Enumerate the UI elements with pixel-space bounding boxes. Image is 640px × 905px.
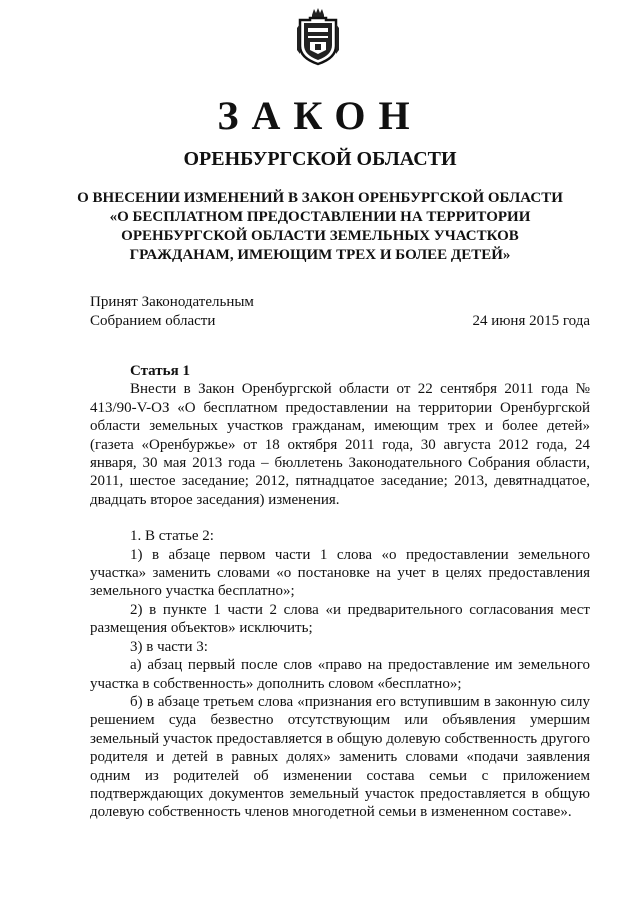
law-subject [60,189,580,265]
article-body [90,362,590,822]
law-subject-line: О ВНЕСЕНИИ ИЗМЕНЕНИЙ В ЗАКОН ОРЕНБУРГСКОЙ ОБЛАСТИ [77,190,563,206]
article-intro-paragraph: Внести в Закон Оренбургской области от 22 сентября 2011 года № 413/90-V-ОЗ «О бесплатном предоставлении на территории Оренбургской области земельных участков гражданам, имеющим трех и более детей» (газета «Оренбуржье» от 18 октября 2011 года, 30 августа 2012 года, 24 января, 30 мая 2013 года – бюллетень Законодательного Собрания области, 2011, шестое заседание; 2012, пятнадцатое заседание; 2013, девятнадцатое, двадцать второе заседания) изменения. [90,381,590,508]
article-heading: Статья 1 [130,363,190,379]
law-subject-line: «О БЕСПЛАТНОМ ПРЕДОСТАВЛЕНИИ НА ТЕРРИТОРИИ [109,209,531,225]
article-item: б) в абзаце третьем слова «признания его вступившим в законную силу решением суда безвестно отсутствующим или объявления умершим земельный участок предоставляется в общую долевую собственность другого родителя и детей в равных долях» заменить словами «подачи заявления одним из родителей об изменении состава семьи с приложением подтверждающих документов земельный участок предоставляется в общую долевую собственность членов многодетной семьи в измененном составе». [90,693,590,821]
adoption-line: Собранием области [90,313,216,329]
article-item: 2) в пункте 1 части 2 слова «и предварительного согласования мест размещения объектов» исключить; [90,601,590,637]
coat-of-arms-emblem [296,6,340,66]
law-title: ЗАКОН [217,93,423,138]
law-subject-line: ОРЕНБУРГСКОЙ ОБЛАСТИ ЗЕМЕЛЬНЫХ УЧАСТКОВ [121,228,519,244]
law-subject-line: ГРАЖДАНАМ, ИМЕЮЩИМ ТРЕХ И БОЛЕЕ ДЕТЕЙ» [129,247,511,263]
adoption-note [90,293,254,331]
law-region: ОРЕНБУРГСКОЙ ОБЛАСТИ [183,148,457,170]
adoption-date: 24 июня 2015 года [472,313,590,329]
article-item: 1) в абзаце первом части 1 слова «о предоставлении земельного участка» заменить словами «о постановке на учет в целях предоставления земельного участка бесплатно»; [90,546,590,600]
article-item: 3) в части 3: [130,638,208,655]
article-item: 1. В статье 2: [130,528,214,545]
article-item: а) абзац первый после слов «право на предоставление им земельного участка в собственность» дополнить словом «бесплатно»; [90,657,590,692]
paragraph-gap [90,509,590,527]
adoption-line: Принят Законодательным [90,294,254,310]
